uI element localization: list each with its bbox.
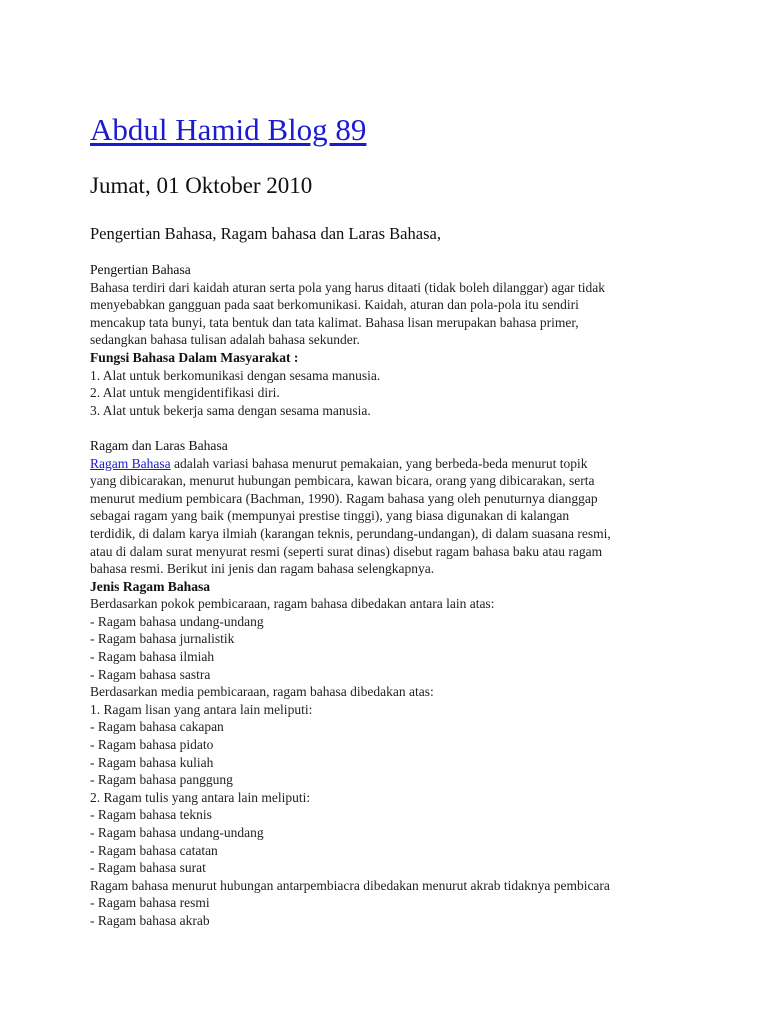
post-title: Pengertian Bahasa, Ragam bahasa dan Laras Bahasa,	[90, 224, 441, 243]
text-line: atau di dalam surat menyurat resmi (seperti surat dinas) disebut ragam bahasa baku atau ragam	[90, 543, 603, 559]
list-item: - Ragam bahasa surat	[90, 860, 206, 876]
list-item: - Ragam bahasa panggung	[90, 772, 233, 788]
list-item: - Ragam bahasa kuliah	[90, 754, 214, 770]
list-item: 1. Alat untuk berkomunikasi dengan sesama manusia.	[90, 367, 381, 383]
section-heading-fungsi-text: Fungsi Bahasa Dalam Masyarakat :	[90, 349, 299, 365]
list-item: - Ragam bahasa akrab	[90, 912, 210, 928]
list-item: - Ragam bahasa undang-undang	[90, 613, 264, 629]
list-item: - Ragam bahasa teknis	[90, 807, 212, 823]
text-line: yang dibicarakan, menurut hubungan pembicara, kawan bicara, orang yang dibicarakan, serta	[90, 473, 595, 489]
text-line: 2. Ragam tulis yang antara lain meliputi:	[90, 789, 311, 805]
list-item: - Ragam bahasa resmi	[90, 895, 210, 911]
blog-title-link[interactable]: Abdul Hamid Blog 89	[90, 112, 367, 147]
section-heading-pengertian: Pengertian Bahasa	[90, 262, 191, 277]
text-line: menyebabkan gangguan pada saat berkomunikasi. Kaidah, aturan dan pola-pola itu sendiri	[90, 297, 579, 313]
text-line: menurut medium pembicara (Bachman, 1990). Ragam bahasa yang oleh penuturnya dianggap	[90, 490, 598, 506]
list-item: - Ragam bahasa pidato	[90, 737, 214, 753]
text-line: sedangkan bahasa tulisan adalah bahasa sekunder.	[90, 332, 360, 348]
post-body	[90, 261, 730, 930]
list-item: - Ragam bahasa jurnalistik	[90, 631, 235, 647]
section-heading-jenis	[90, 578, 730, 596]
text-line: terdidik, di dalam karya ilmiah (karangan teknis, perundang-undangan), di dalam suasana resmi,	[90, 525, 611, 541]
section-heading-jenis-text: Jenis Ragam Bahasa	[90, 578, 211, 594]
list-item: - Ragam bahasa sastra	[90, 666, 211, 682]
text-line: Berdasarkan media pembicaraan, ragam bahasa dibedakan atas:	[90, 684, 434, 700]
text-line-rest: adalah variasi bahasa menurut pemakaian, yang berbeda-beda menurut topik	[170, 455, 588, 471]
text-line: 1. Ragam lisan yang antara lain meliputi:	[90, 701, 313, 717]
blog-page	[90, 110, 730, 930]
list-item: 2. Alat untuk mengidentifikasi diri.	[90, 385, 280, 401]
paragraph-gap	[90, 419, 730, 437]
text-line	[90, 455, 730, 473]
text-line: bahasa resmi. Berikut ini jenis dan ragam bahasa selengkapnya.	[90, 561, 435, 577]
text-line: sebagai ragam yang baik (mempunyai prestise tinggi), yang biasa digunakan di kalangan	[90, 508, 570, 524]
text-line: Ragam bahasa menurut hubungan antarpembiacra dibedakan menurut akrab tidaknya pembicara	[90, 877, 610, 893]
post-date: Jumat, 01 Oktober 2010	[90, 173, 313, 198]
list-item: - Ragam bahasa cakapan	[90, 719, 224, 735]
list-item: - Ragam bahasa ilmiah	[90, 649, 215, 665]
list-item: - Ragam bahasa undang-undang	[90, 825, 264, 840]
section-heading-ragam: Ragam dan Laras Bahasa	[90, 437, 228, 453]
list-item: - Ragam bahasa catatan	[90, 842, 218, 858]
section-heading-fungsi	[90, 349, 730, 367]
text-line: Bahasa terdiri dari kaidah aturan serta pola yang harus ditaati (tidak boleh dilanggar) agar tidak	[90, 279, 606, 295]
list-item: 3. Alat untuk bekerja sama dengan sesama manusia.	[90, 402, 371, 418]
ragam-bahasa-link[interactable]: Ragam Bahasa	[90, 455, 171, 471]
text-line: Berdasarkan pokok pembicaraan, ragam bahasa dibedakan antara lain atas:	[90, 596, 495, 612]
text-line: mencakup tata bunyi, tata bentuk dan tata kalimat. Bahasa lisan merupakan bahasa primer,	[90, 314, 579, 330]
